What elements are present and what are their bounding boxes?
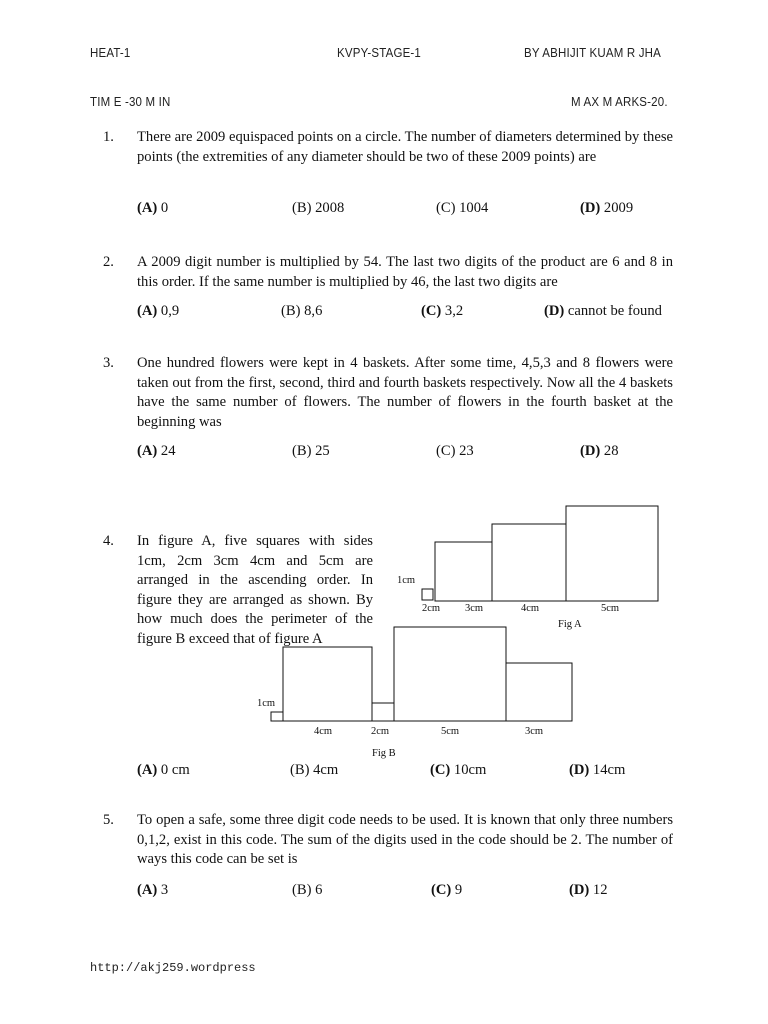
figb-caption: Fig B [372, 748, 396, 759]
option-b: (B) 6 [292, 882, 323, 898]
header-right: BY ABHIJIT KUAM R JHA [524, 46, 662, 60]
option-a: (A) 24 [137, 443, 176, 459]
option-d: (D) 14cm [569, 762, 626, 778]
question-text: There are 2009 equispaced points on a circle. The number of diameters determined by these points (the extremities of any diameter should be two of these 2009 points) are [137, 129, 673, 165]
figa-label-4cm: 4cm [521, 603, 540, 614]
option-d: (D) 2009 [580, 200, 634, 216]
time-label: TIM E -30 M IN [90, 95, 171, 109]
square-1cm [271, 712, 283, 721]
option-c: (C) 1004 [436, 200, 489, 216]
option-d: (D) 28 [580, 443, 619, 459]
question-text: A 2009 digit number is multiplied by 54. The last two digits of the product are 6 and 8 in this order. If the same number is multiplied by 46, the last two digits are [137, 254, 673, 290]
figa-label-3cm: 3cm [465, 603, 484, 614]
option-b: (B) 8,6 [281, 303, 323, 319]
figa-label-1cm: 1cm [397, 575, 416, 586]
option-a: (A) 3 [137, 882, 169, 898]
square-2cm [435, 542, 492, 601]
figb-label-2cm: 2cm [371, 726, 390, 737]
option-c: (C) 10cm [430, 762, 487, 778]
figa-label-2cm: 2cm [422, 603, 441, 614]
figb-label-1cm: 1cm [257, 698, 276, 709]
option-a: (A) 0 [137, 200, 169, 216]
figa-label-5cm: 5cm [601, 603, 620, 614]
figb-label-5cm: 5cm [441, 726, 460, 737]
square-2cm [372, 703, 394, 721]
square-1cm [422, 589, 433, 600]
option-a: (A) 0,9 [137, 303, 180, 319]
square-4cm [283, 647, 372, 721]
square-3cm [506, 663, 572, 721]
question-number: 5. [103, 812, 114, 828]
figb-label-3cm: 3cm [525, 726, 544, 737]
option-b: (B) 4cm [290, 762, 339, 778]
option-b: (B) 25 [292, 443, 330, 459]
figure-a [397, 506, 658, 630]
footer-url: http://akj259.wordpress [90, 961, 256, 975]
figa-caption: Fig A [558, 619, 582, 630]
question-text: In figure A, five squares with sides 1cm, 2cm 3cm 4cm and 5cm are arranged in the ascending order. In figure they are arranged as shown. By how much does the perimeter of the figure B exceed that of figure A [137, 533, 373, 647]
question-text: To open a safe, some three digit code needs to be used. It is known that only three numbers 0,1,2, exist in this code. The sum of the digits used in the code should be 2. The number of ways this code can be set is [137, 812, 673, 867]
question-number: 2. [103, 254, 114, 270]
option-d: (D) 12 [569, 882, 608, 898]
question-number: 1. [103, 129, 114, 145]
square-5cm [394, 627, 506, 721]
option-c: (C) 9 [431, 882, 463, 898]
square-4cm [566, 506, 658, 601]
option-b: (B) 2008 [292, 200, 345, 216]
option-c: (C) 3,2 [421, 303, 464, 319]
option-a: (A) 0 cm [137, 762, 190, 778]
question-text: One hundred flowers were kept in 4 baskets. After some time, 4,5,3 and 8 flowers were taken out from the first, second, third and fourth baskets respectively. Now all the 4 baskets have the same number of flowers. The number of flowers in the fourth basket at the beginning was [137, 355, 673, 430]
option-c: (C) 23 [436, 443, 474, 459]
question-number: 3. [103, 355, 114, 371]
figb-label-4cm: 4cm [314, 726, 333, 737]
header-center: KVPY-STAGE-1 [337, 46, 422, 60]
header-left: HEAT-1 [90, 46, 131, 60]
square-3cm [492, 524, 566, 601]
max-marks-label: M AX M ARKS-20. [571, 95, 668, 109]
question-number: 4. [103, 533, 114, 549]
option-d: (D) cannot be found [544, 303, 662, 319]
